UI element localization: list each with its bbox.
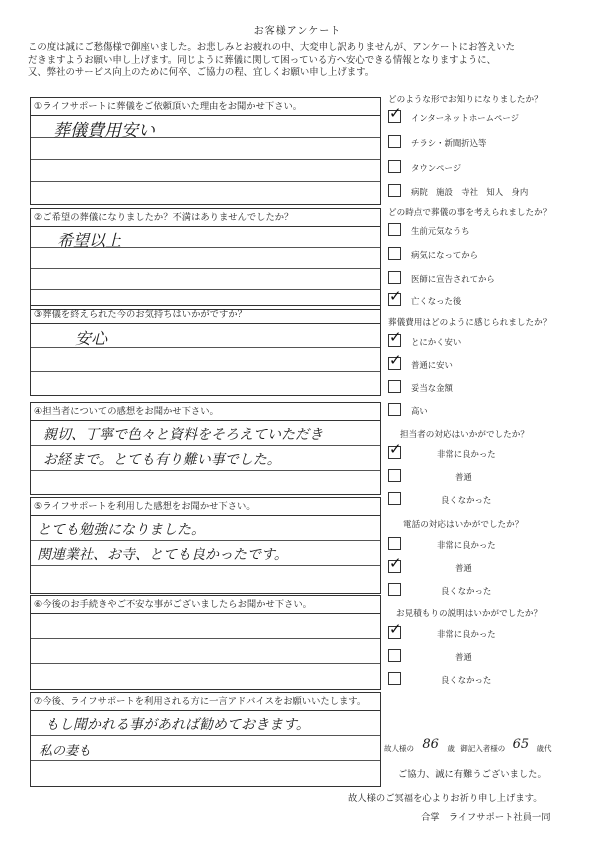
question-4-box bbox=[30, 402, 381, 495]
checkbox[interactable] bbox=[388, 492, 401, 505]
checkbox-label: 生前元気なうち bbox=[411, 226, 470, 236]
checkbox[interactable] bbox=[388, 537, 401, 550]
question-2-label: ②ご希望の葬儀になりましたか？不満はありませんでしたか？ bbox=[31, 209, 380, 227]
question-5-box bbox=[30, 497, 381, 594]
question-1-box bbox=[30, 97, 381, 205]
question-3-box bbox=[30, 305, 381, 396]
answer-line[interactable] bbox=[31, 516, 380, 541]
checkbox-label: 病気になってから bbox=[411, 250, 478, 260]
answer-line[interactable] bbox=[31, 227, 380, 248]
answer-line[interactable] bbox=[31, 138, 380, 160]
answer-line[interactable] bbox=[31, 421, 380, 446]
question-3-label: ③葬儀を終えられた今のお気持ちはいかがですか？ bbox=[31, 306, 380, 324]
answer-line[interactable] bbox=[31, 471, 380, 494]
answer-handwriting: もし聞かれる事があれば勧めておきます。 bbox=[45, 717, 310, 733]
question-7-box bbox=[30, 692, 381, 787]
checkbox-label: 亡くなった後 bbox=[411, 296, 462, 306]
section-heading: お見積もりの説明はいかがでしたか？ bbox=[396, 609, 543, 619]
answer-line[interactable] bbox=[31, 639, 380, 664]
answer-line[interactable] bbox=[31, 182, 380, 204]
checkbox-label: 病院 施設 寺社 知人 身内 bbox=[411, 187, 529, 197]
checkbox-label: 良くなかった bbox=[441, 495, 492, 505]
answer-handwriting: 葬儀費用安い bbox=[53, 121, 155, 141]
checkbox-label: 普通 bbox=[455, 472, 472, 482]
intro-line: この度は誠にご愁傷様で御座いました。お悲しみとお疲れの中、大変申し訳ありませんが、アンケートにお答えいた bbox=[28, 42, 515, 53]
answer-handwriting: 私の妻も bbox=[39, 744, 92, 759]
section-heading: どのような形でお知りになりましたか？ bbox=[388, 95, 543, 105]
check-mark-icon: ✓ bbox=[389, 287, 402, 305]
checkbox[interactable] bbox=[388, 649, 401, 662]
respondent-age-label: 御記入者様の bbox=[460, 744, 506, 753]
checkbox-label: 普通 bbox=[455, 652, 472, 662]
checkbox-label: 非常に良かった bbox=[437, 540, 496, 550]
answer-line[interactable] bbox=[31, 566, 380, 592]
answer-line[interactable] bbox=[31, 269, 380, 290]
checkbox-label: 良くなかった bbox=[441, 675, 492, 685]
checkbox-label: チラシ・新聞折込等 bbox=[411, 138, 487, 148]
answer-line[interactable] bbox=[31, 446, 380, 471]
checkbox-label: 妥当な金額 bbox=[411, 383, 453, 393]
checkbox[interactable] bbox=[388, 223, 401, 236]
answer-line[interactable] bbox=[31, 761, 380, 786]
check-mark-icon: ✓ bbox=[389, 620, 402, 638]
answer-handwriting: 親切、丁寧で色々と資料をそろえていただき bbox=[43, 427, 323, 443]
respondent-age-unit: 歳代 bbox=[536, 744, 552, 753]
answer-line[interactable] bbox=[31, 116, 380, 141]
answer-line[interactable] bbox=[31, 541, 380, 566]
age-row bbox=[384, 737, 584, 758]
deceased-age-label: 故人様の bbox=[384, 744, 414, 753]
checkbox[interactable] bbox=[388, 247, 401, 260]
section-heading: 葬儀費用はどのように感じられましたか？ bbox=[388, 318, 552, 328]
answer-line[interactable] bbox=[31, 324, 380, 348]
question-1-label: ①ライフサポートに葬儀をご依頼頂いた理由をお聞かせ下さい。 bbox=[31, 98, 380, 116]
checkbox[interactable] bbox=[388, 469, 401, 482]
question-6-label: ⑥今後のお手続きやご不安な事がございましたらお聞かせ下さい。 bbox=[31, 596, 380, 614]
checkbox[interactable] bbox=[388, 583, 401, 596]
intro-text bbox=[28, 42, 568, 80]
question-4-label: ④担当者についての感想をお聞かせ下さい。 bbox=[31, 403, 380, 421]
answer-handwriting: 安心 bbox=[75, 329, 108, 348]
answer-line[interactable] bbox=[31, 160, 380, 182]
checkbox-label: 医師に宣告されてから bbox=[411, 274, 495, 284]
answer-line[interactable] bbox=[31, 736, 380, 761]
checkbox[interactable] bbox=[388, 271, 401, 284]
question-7-label: ⑦今後、ライフサポートを利用される方に一言アドバイスをお願いいたします。 bbox=[31, 693, 380, 711]
answer-handwriting: とても勉強になりました。 bbox=[37, 522, 205, 538]
checkbox-label: インターネットホームページ bbox=[411, 113, 519, 123]
thanks-text: ご協力、誠に有難うございました。 bbox=[398, 769, 547, 780]
checkbox-label: 普通に安い bbox=[411, 360, 453, 370]
check-mark-icon: ✓ bbox=[389, 440, 402, 458]
question-6-box bbox=[30, 595, 381, 690]
deceased-age-value: 86 bbox=[422, 737, 439, 752]
checkbox[interactable] bbox=[388, 160, 401, 173]
answer-line[interactable] bbox=[31, 248, 380, 269]
page-title: お客様アンケート bbox=[253, 26, 342, 37]
answer-line[interactable] bbox=[31, 614, 380, 639]
checkbox-label: 普通 bbox=[455, 563, 472, 573]
checkbox-label: 高い bbox=[411, 406, 428, 416]
answer-handwriting: 関連業社、お寺、とても良かったです。 bbox=[37, 547, 288, 563]
question-5-label: ⑤ライフサポートを利用した感想をお聞かせ下さい。 bbox=[31, 498, 380, 516]
answer-line[interactable] bbox=[31, 664, 380, 689]
respondent-age-value: 65 bbox=[512, 737, 530, 752]
section-heading: どの時点で葬儀の事を考えられましたか？ bbox=[388, 208, 552, 218]
deceased-age-unit: 歳 bbox=[447, 744, 455, 753]
checkbox[interactable] bbox=[388, 672, 401, 685]
checkbox[interactable] bbox=[388, 135, 401, 148]
checkbox[interactable] bbox=[388, 184, 401, 197]
question-2-box bbox=[30, 208, 381, 310]
section-heading: 担当者の対応はいかがでしたか？ bbox=[400, 430, 529, 440]
checkbox-label: 非常に良かった bbox=[437, 449, 496, 459]
prayer-text: 故人様のご冥福を心よりお祈り申し上げます。 bbox=[348, 793, 543, 804]
answer-handwriting: お経まで。とても有り難い事でした。 bbox=[43, 452, 281, 468]
answer-line[interactable] bbox=[31, 348, 380, 372]
check-mark-icon: ✓ bbox=[389, 328, 402, 346]
checkbox[interactable] bbox=[388, 380, 401, 393]
intro-line: 又、弊社のサービス向上のために何卒、ご協力の程、宜しくお願い申し上げます。 bbox=[28, 67, 375, 78]
checkbox-label: 非常に良かった bbox=[437, 629, 496, 639]
checkbox[interactable] bbox=[388, 403, 401, 416]
answer-line[interactable] bbox=[31, 711, 380, 736]
intro-line: だきますようお願い申し上げます。同じように葬儀に関して困っている方へ安心できる情報となりますように、 bbox=[28, 54, 497, 66]
answer-handwriting: 希望以上 bbox=[57, 231, 122, 250]
checkbox-label: 良くなかった bbox=[441, 586, 492, 596]
checkbox-label: タウンページ bbox=[411, 163, 462, 173]
signature-text: 合掌 ライフサポート社員一同 bbox=[421, 812, 551, 823]
answer-line[interactable] bbox=[31, 372, 380, 396]
check-mark-icon: ✓ bbox=[389, 554, 402, 572]
checkbox-label: とにかく安い bbox=[411, 337, 462, 347]
section-heading: 電話の対応はいかがでしたか？ bbox=[403, 520, 524, 530]
check-mark-icon: ✓ bbox=[389, 351, 402, 369]
check-mark-icon: ✓ bbox=[389, 104, 402, 122]
